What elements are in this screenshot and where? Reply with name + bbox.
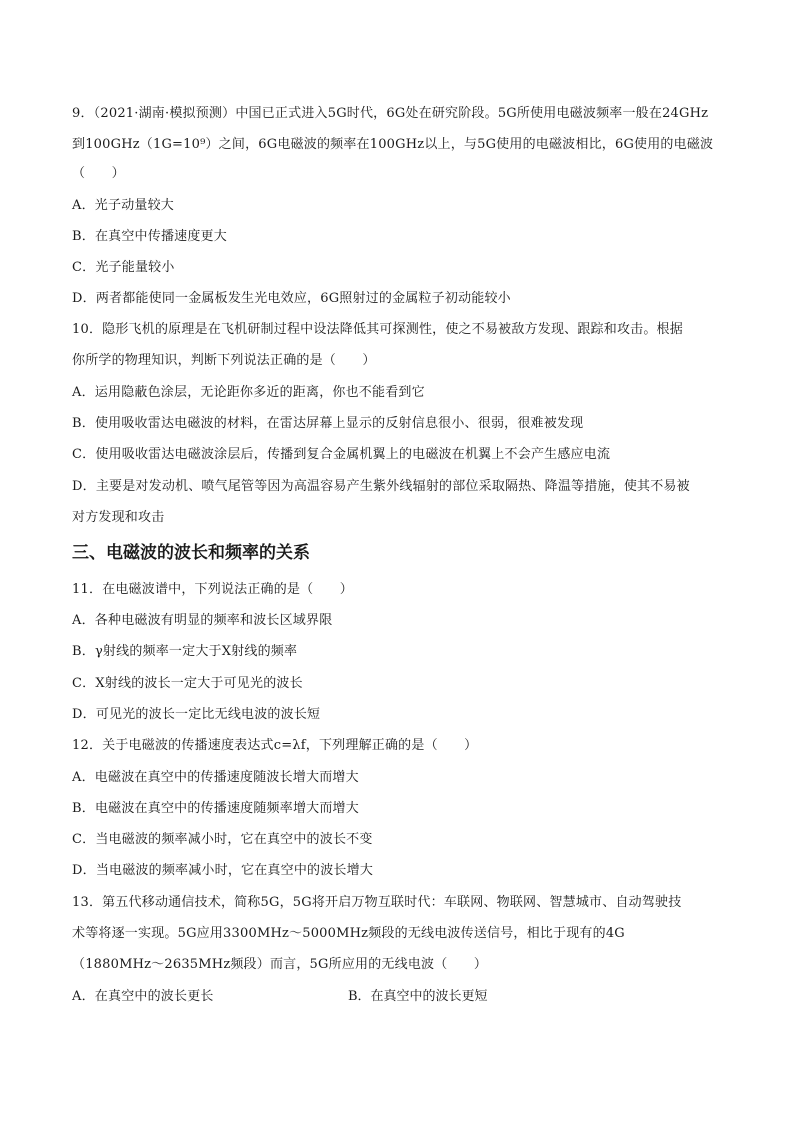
q10-option-a: A．运用隐蔽色涂层，无论距你多近的距离，你也不能看到它 [72, 385, 425, 400]
q13-option-b: B．在真空中的波长更短 [348, 989, 488, 1004]
q9-stem-line-3: （ ） [72, 166, 125, 181]
q13-stem-line-1: 13．第五代移动通信技术，简称5G，5G将开启万物互联时代：车联网、物联网、智慧城市、自动驾驶技 [72, 895, 682, 910]
q11-option-a: A．各种电磁波有明显的频率和波长区域界限 [72, 613, 333, 628]
q11-option-b: B．γ射线的频率一定大于X射线的频率 [72, 644, 298, 659]
section-heading: 三、电磁波的波长和频率的关系 [72, 543, 310, 563]
q12-option-d: D．当电磁波的频率减小时，它在真空中的波长增大 [72, 863, 374, 878]
q10-option-d-line-2: 对方发现和攻击 [72, 510, 165, 525]
q10-option-c: C．使用吸收雷达电磁波涂层后，传播到复合金属机翼上的电磁波在机翼上不会产生感应电流 [72, 447, 611, 462]
q10-option-b: B．使用吸收雷达电磁波的材料，在雷达屏幕上显示的反射信息很小、很弱，很难被发现 [72, 416, 584, 431]
q10-stem-line-1: 10．隐形飞机的原理是在飞机研制过程中设法降低其可探测性，使之不易被敌方发现、跟踪和攻击。根据 [72, 322, 683, 337]
q10-stem-line-2: 你所学的物理知识，判断下列说法正确的是（ ） [72, 353, 376, 368]
q13-option-a: A．在真空中的波长更长 [72, 989, 214, 1004]
q9-stem-line-2: 到100GHz（1G=10⁹）之间，6G电磁波的频率在100GHz以上，与5G使用的电磁波相比，6G使用的电磁波 [72, 137, 714, 152]
q9-option-d: D．两者都能使同一金属板发生光电效应，6G照射过的金属粒子初动能较小 [72, 291, 511, 306]
q12-option-b: B．电磁波在真空中的传播速度随频率增大而增大 [72, 801, 359, 816]
q9-stem-line-1: 9．（2021·湖南·模拟预测）中国已正式进入5G时代，6G处在研究阶段。5G所使用电磁波频率一般在24GHz [72, 106, 709, 121]
q9-option-c: C．光子能量较小 [72, 260, 175, 275]
q11-stem: 11．在电磁波谱中，下列说法正确的是（ ） [72, 582, 353, 597]
q12-stem: 12．关于电磁波的传播速度表达式c=λf，下列理解正确的是（ ） [72, 738, 478, 753]
q12-option-a: A．电磁波在真空中的传播速度随波长增大而增大 [72, 770, 359, 785]
q9-option-a: A．光子动量较大 [72, 198, 174, 213]
q13-stem-line-3: （1880MHz～2635MHz频段）而言，5G所应用的无线电波（ ） [72, 957, 488, 972]
q9-option-b: B．在真空中传播速度更大 [72, 229, 227, 244]
q10-option-d-line-1: D．主要是对发动机、喷气尾管等因为高温容易产生紫外线辐射的部位采取隔热、降温等措施，使其不易被 [72, 479, 690, 494]
q11-option-c: C．X射线的波长一定大于可见光的波长 [72, 676, 303, 691]
q11-option-d: D．可见光的波长一定比无线电波的波长短 [72, 707, 321, 722]
q13-stem-line-2: 术等将逐一实现。5G应用3300MHz～5000MHz频段的无线电波传送信号，相比于现有的4G [72, 926, 625, 941]
q12-option-c: C．当电磁波的频率减小时，它在真空中的波长不变 [72, 832, 373, 847]
